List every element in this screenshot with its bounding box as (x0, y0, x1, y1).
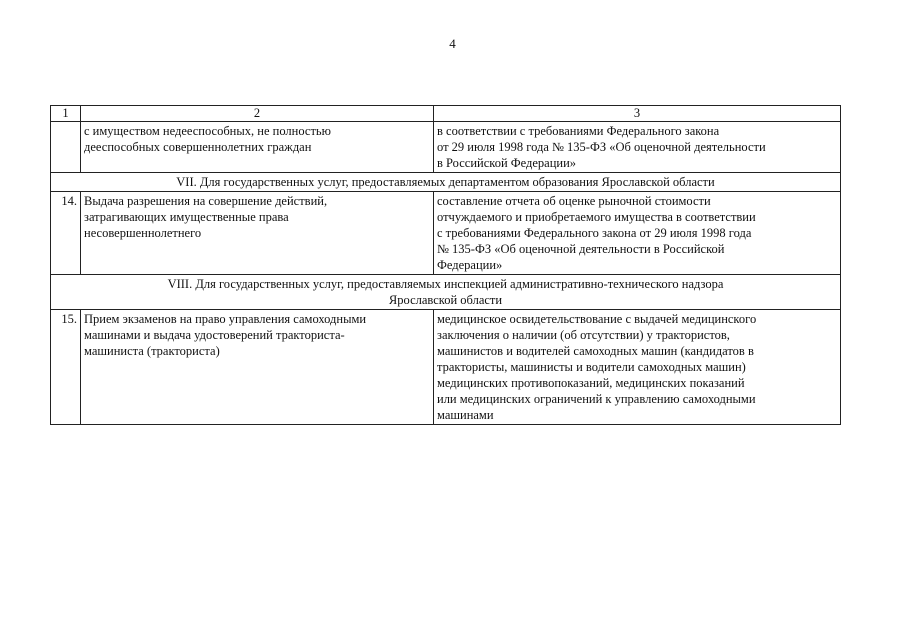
table-row (51, 192, 841, 275)
section-heading-row (51, 173, 841, 192)
service-cell: Прием экзаменов на право управления самоходными машинами и выдача удостоверений тракториста- машиниста (тракториста) (81, 310, 434, 425)
page-number: 4 (449, 36, 456, 51)
service-cell: Выдача разрешения на совершение действий, затрагивающих имущественные права несовершеннолетнего (81, 192, 434, 275)
table-header-row (51, 106, 841, 122)
column-header-number: 1 (51, 106, 81, 122)
column-header-service: 2 (81, 106, 434, 122)
document-cell: составление отчета об оценке рыночной стоимости отчуждаемого и приобретаемого имущества в соответствии с требованиями Федерального закона от 29 июля 1998 года № 135-ФЗ «Об оценочной деятельности в Российской Федерации» (434, 192, 841, 275)
row-number: 14. (51, 192, 81, 275)
service-cell: с имуществом недееспособных, не полностью дееспособных совершеннолетних граждан (81, 122, 434, 173)
section-heading-vii: VII. Для государственных услуг, предоставляемых департаментом образования Ярославской области (51, 173, 841, 192)
table-row (51, 122, 841, 173)
column-header-document: 3 (434, 106, 841, 122)
row-number: 15. (51, 310, 81, 425)
row-number (51, 122, 81, 173)
services-table (50, 105, 841, 425)
document-cell: в соответствии с требованиями Федерального закона от 29 июля 1998 года № 135-ФЗ «Об оценочной деятельности в Российской Федерации» (434, 122, 841, 173)
section-heading-row (51, 275, 841, 310)
section-heading-viii: VIII. Для государственных услуг, предоставляемых инспекцией административно-технического надзора Ярославской области (51, 275, 841, 310)
document-cell: медицинское освидетельствование с выдачей медицинского заключения о наличии (об отсутствии) у трактористов, машинистов и водителей самоходных машин (кандидатов в трактористы, машинисты и водители самоходных машин) медицинских противопоказаний, медицинских показаний или медицинских ограничений к управлению самоходными машинами (434, 310, 841, 425)
table-row (51, 310, 841, 425)
